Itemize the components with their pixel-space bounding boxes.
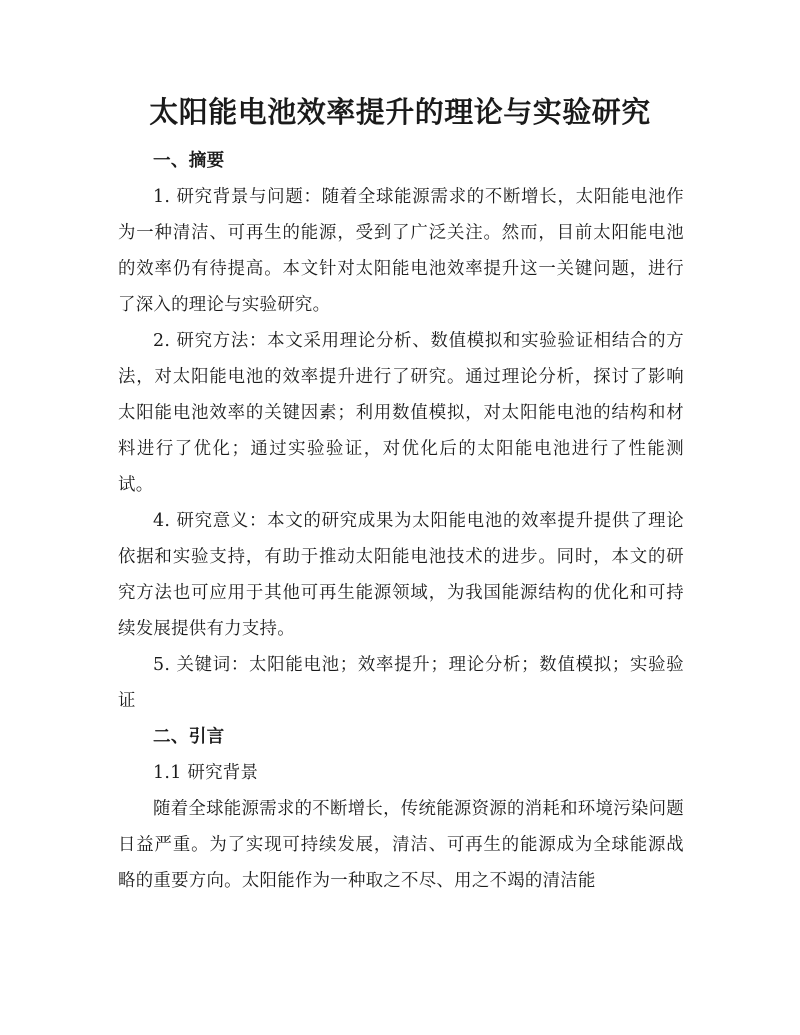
introduction-paragraph: 随着全球能源需求的不断增长，传统能源资源的消耗和环境污染问题日益严重。为了实现可持续发展，清洁、可再生的能源成为全球能源战略的重要方向。太阳能作为一种取之不尽、用之不竭的清洁能 (118, 799, 684, 891)
abstract-paragraph-method: 2. 研究方法：本文采用理论分析、数值模拟和实验验证相结合的方法，对太阳能电池的效率提升进行了研究。通过理论分析，探讨了影响太阳能电池效率的关键因素；利用数值模拟，对太阳能电池的结构和材料进行了优化；通过实验验证，对优化后的太阳能电池进行了性能测试。 (118, 331, 684, 495)
section-heading-abstract: 一、摘要 (153, 150, 225, 171)
document-title: 太阳能电池效率提升的理论与实验研究 (149, 95, 651, 129)
section-heading-introduction: 二、引言 (153, 726, 225, 747)
document-body (118, 143, 684, 899)
abstract-paragraph-background: 1. 研究背景与问题：随着全球能源需求的不断增长，太阳能电池作为一种清洁、可再生的能源，受到了广泛关注。然而，目前太阳能电池的效率仍有待提高。本文针对太阳能电池效率提升这一关键问题，进行了深入的理论与实验研究。 (118, 187, 684, 315)
abstract-paragraph-keywords: 5. 关键词：太阳能电池；效率提升；理论分析；数值模拟；实验验证 (118, 655, 684, 711)
abstract-paragraph-significance: 4. 研究意义：本文的研究成果为太阳能电池的效率提升提供了理论依据和实验支持，有助于推动太阳能电池技术的进步。同时，本文的研究方法也可应用于其他可再生能源领域，为我国能源结构的优化和可持续发展提供有力支持。 (118, 511, 684, 639)
subsection-heading-background: 1.1 研究背景 (153, 763, 259, 783)
